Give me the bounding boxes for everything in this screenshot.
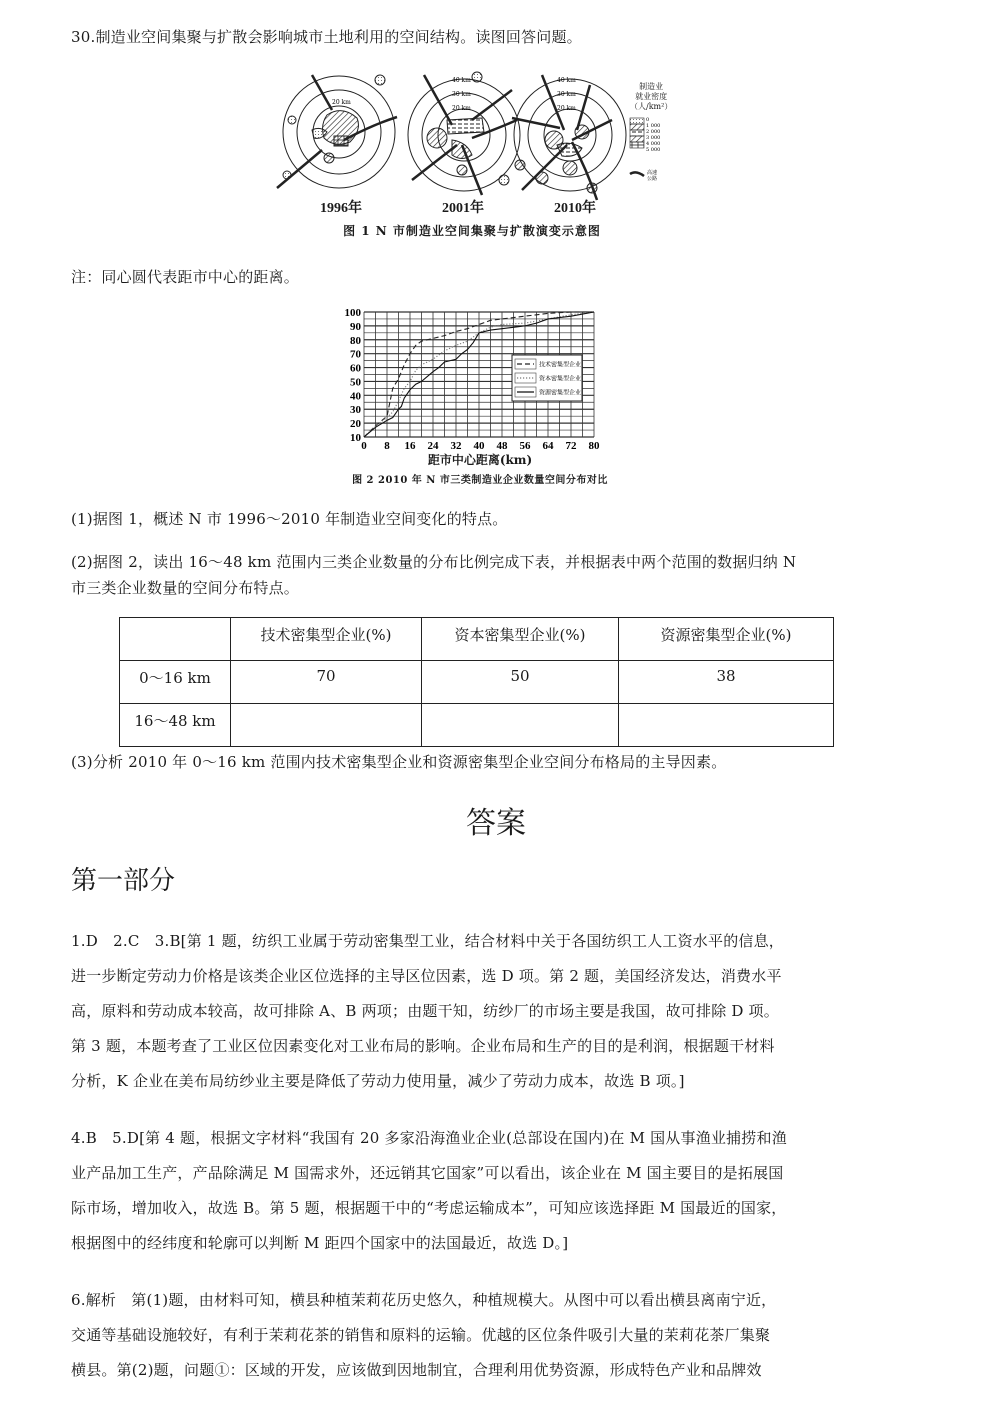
answer-line: 4.B 5.D[第 4 题，根据文字材料“我国有 20 多家沿海渔业企业(总部设在国内)在 M 国从事渔业捕捞和渔	[71, 1129, 787, 1147]
map-2010	[512, 75, 626, 200]
x-tick-label: 48	[496, 440, 508, 452]
table-cell: 70	[231, 661, 422, 704]
answer-line: 际市场，增加收入，故选 B。第 5 题，根据题干中的“考虑运输成本”，可知应该选择距 M 国最近的国家，	[71, 1199, 787, 1217]
x-tick-label: 64	[542, 440, 554, 452]
x-tick-label: 80	[588, 440, 600, 452]
y-tick-label: 60	[350, 362, 361, 375]
x-tick-label: 56	[519, 440, 531, 452]
x-tick-label: 72	[565, 440, 577, 452]
answer-line: 根据图中的经纬度和轮廓可以判断 M 距四个国家中的法国最近，故选 D。]	[71, 1234, 569, 1252]
figure-2-caption: 图 2 2010 年 N 市三类制造业企业数量空间分布对比	[352, 475, 608, 486]
y-tick-label: 50	[350, 376, 361, 389]
map-year-1996: 1996年	[320, 201, 362, 216]
svg-text:2 000: 2 000	[646, 129, 661, 135]
svg-text:0: 0	[646, 117, 650, 123]
map-2001-ring-label-20: 20 km	[452, 105, 471, 112]
sub-question-1: (1)据图 1，概述 N 市 1996～2010 年制造业空间变化的特点。	[71, 510, 508, 528]
sub-question-2-line2: 市三类企业数量的空间分布特点。	[71, 579, 300, 597]
x-tick-label: 0	[361, 440, 367, 452]
legend-unit: （人/km²）	[630, 102, 673, 111]
x-tick-label: 32	[450, 440, 462, 452]
map-1996	[277, 75, 397, 188]
table-cell: 16～48 km	[120, 704, 231, 747]
svg-text:4 000: 4 000	[646, 141, 661, 147]
answer-line: 6.解析 第(1)题，由材料可知，横县种植茉莉花历史悠久，种植规模大。从图中可以看出横县离南宁近，	[71, 1291, 777, 1309]
answer-line: 第 3 题，本题考查了工业区位因素变化对工业布局的影响。企业布局和生产的目的是利润，根据题干材料	[71, 1037, 775, 1055]
map-2010-ring-label-30: 30 km	[557, 91, 576, 98]
table-cell-blank[interactable]	[231, 704, 422, 747]
svg-text:1 000: 1 000	[646, 123, 661, 129]
answer-line: 高，原料和劳动成本较高，故可排除 A、B 两项；由题干知，纺纱厂的市场主要是我国，故可排除 D 项。	[71, 1002, 779, 1020]
map-2010-ring-label-40: 40 km	[557, 77, 576, 84]
answer-line: 进一步断定劳动力价格是该类企业区位选择的主导区位因素，选 D 项。第 2 题，美国经济发达，消费水平	[71, 967, 782, 985]
table-cell: 0～16 km	[120, 661, 231, 704]
table-header-cell: 资源密集型企业(%)	[619, 618, 834, 661]
table-row	[120, 704, 834, 747]
map-2010-ring-label-20: 20 km	[557, 105, 576, 112]
density-legend-levels	[646, 117, 660, 182]
legend-title-line1: 制造业	[639, 82, 664, 91]
highway-legend-icon	[630, 172, 644, 176]
answer-table	[119, 617, 834, 747]
map-1996-ring-label: 20 km	[332, 99, 351, 106]
answer-line: 交通等基础设施较好，有利于茉莉花茶的销售和原料的运输。优越的区位条件吸引大量的茉莉花茶厂集聚	[71, 1326, 771, 1344]
sub-question-3: (3)分析 2010 年 0～16 km 范围内技术密集型企业和资源密集型企业空间分布格局的主导因素。	[71, 753, 727, 771]
figure-1-caption: 图 1 N 市制造业空间集聚与扩散演变示意图	[343, 224, 601, 238]
y-tick-label: 100	[344, 307, 361, 319]
density-legend-swatches	[630, 118, 644, 176]
answer-line: 1.D 2.C 3.B[第 1 题，纺织工业属于劳动密集型工业，结合材料中关于各国纺织工人工资水平的信息，	[71, 932, 784, 950]
table-cell-blank[interactable]	[422, 704, 619, 747]
legend-label-1: 技术密集型企业	[539, 361, 582, 369]
chart-x-axis-label: 距市中心距离(km)	[427, 453, 533, 467]
legend-label-3: 资源密集型企业	[539, 389, 582, 397]
figure-note: 注：同心圆代表距市中心的距离。	[71, 268, 300, 286]
svg-text:高速: 高速	[647, 170, 658, 176]
y-tick-label: 90	[350, 320, 361, 333]
x-tick-label: 8	[384, 440, 390, 452]
legend-label-2: 资本密集型企业	[539, 375, 582, 383]
x-tick-label: 40	[473, 440, 485, 452]
y-tick-label: 30	[350, 404, 361, 417]
sub-question-2-line1: (2)据图 2，读出 16～48 km 范围内三类企业数量的分布比例完成下表，并根据表中两个范围的数据归纳 N	[71, 553, 797, 571]
answers-heading: 答案	[466, 806, 526, 841]
map-year-2010: 2010年	[554, 201, 596, 216]
y-tick-label: 80	[350, 334, 361, 347]
answer-line: 横县。第(2)题，问题①：区域的开发，应该做到因地制宜，合理利用优势资源，形成特色产业和品牌效	[71, 1361, 762, 1379]
table-header-cell: 资本密集型企业(%)	[422, 618, 619, 661]
line-chart	[330, 303, 630, 453]
x-tick-label: 16	[404, 440, 416, 452]
figure-1	[272, 70, 672, 245]
answer-line: 分析，K 企业在美布局纺纱业主要是降低了劳动力使用量，减少了劳动力成本，故选 B 项。]	[71, 1072, 685, 1090]
table-header-cell	[120, 618, 231, 661]
svg-text:5 000: 5 000	[646, 147, 661, 153]
y-tick-label: 10	[350, 432, 361, 444]
table-header-row	[120, 618, 834, 661]
figure-2-chart	[330, 303, 630, 493]
table-cell-blank[interactable]	[619, 704, 834, 747]
section-heading: 第一部分	[71, 866, 176, 896]
table-row	[120, 661, 834, 704]
table-cell: 50	[422, 661, 619, 704]
table-cell: 38	[619, 661, 834, 704]
x-tick-label: 24	[427, 440, 439, 452]
map-2001-ring-label-30: 30 km	[452, 91, 471, 98]
legend-title-line2: 就业密度	[635, 92, 668, 101]
answer-line: 业产品加工生产，产品除满足 M 国需求外，还远销其它国家”可以看出，该企业在 M 国主要目的是拓展国	[71, 1164, 784, 1182]
table-header-cell: 技术密集型企业(%)	[231, 618, 422, 661]
map-year-2001: 2001年	[442, 201, 484, 216]
map-2001	[408, 72, 520, 195]
y-tick-label: 20	[350, 418, 361, 431]
question-title: 30.制造业空间集聚与扩散会影响城市土地利用的空间结构。读图回答问题。	[71, 28, 582, 46]
svg-text:3 000: 3 000	[646, 135, 661, 141]
density-legend-title	[630, 82, 672, 112]
svg-text:公路: 公路	[647, 176, 658, 182]
y-tick-label: 70	[350, 348, 361, 361]
map-2001-ring-label-40: 40 km	[452, 77, 471, 84]
y-tick-label: 40	[350, 390, 361, 403]
